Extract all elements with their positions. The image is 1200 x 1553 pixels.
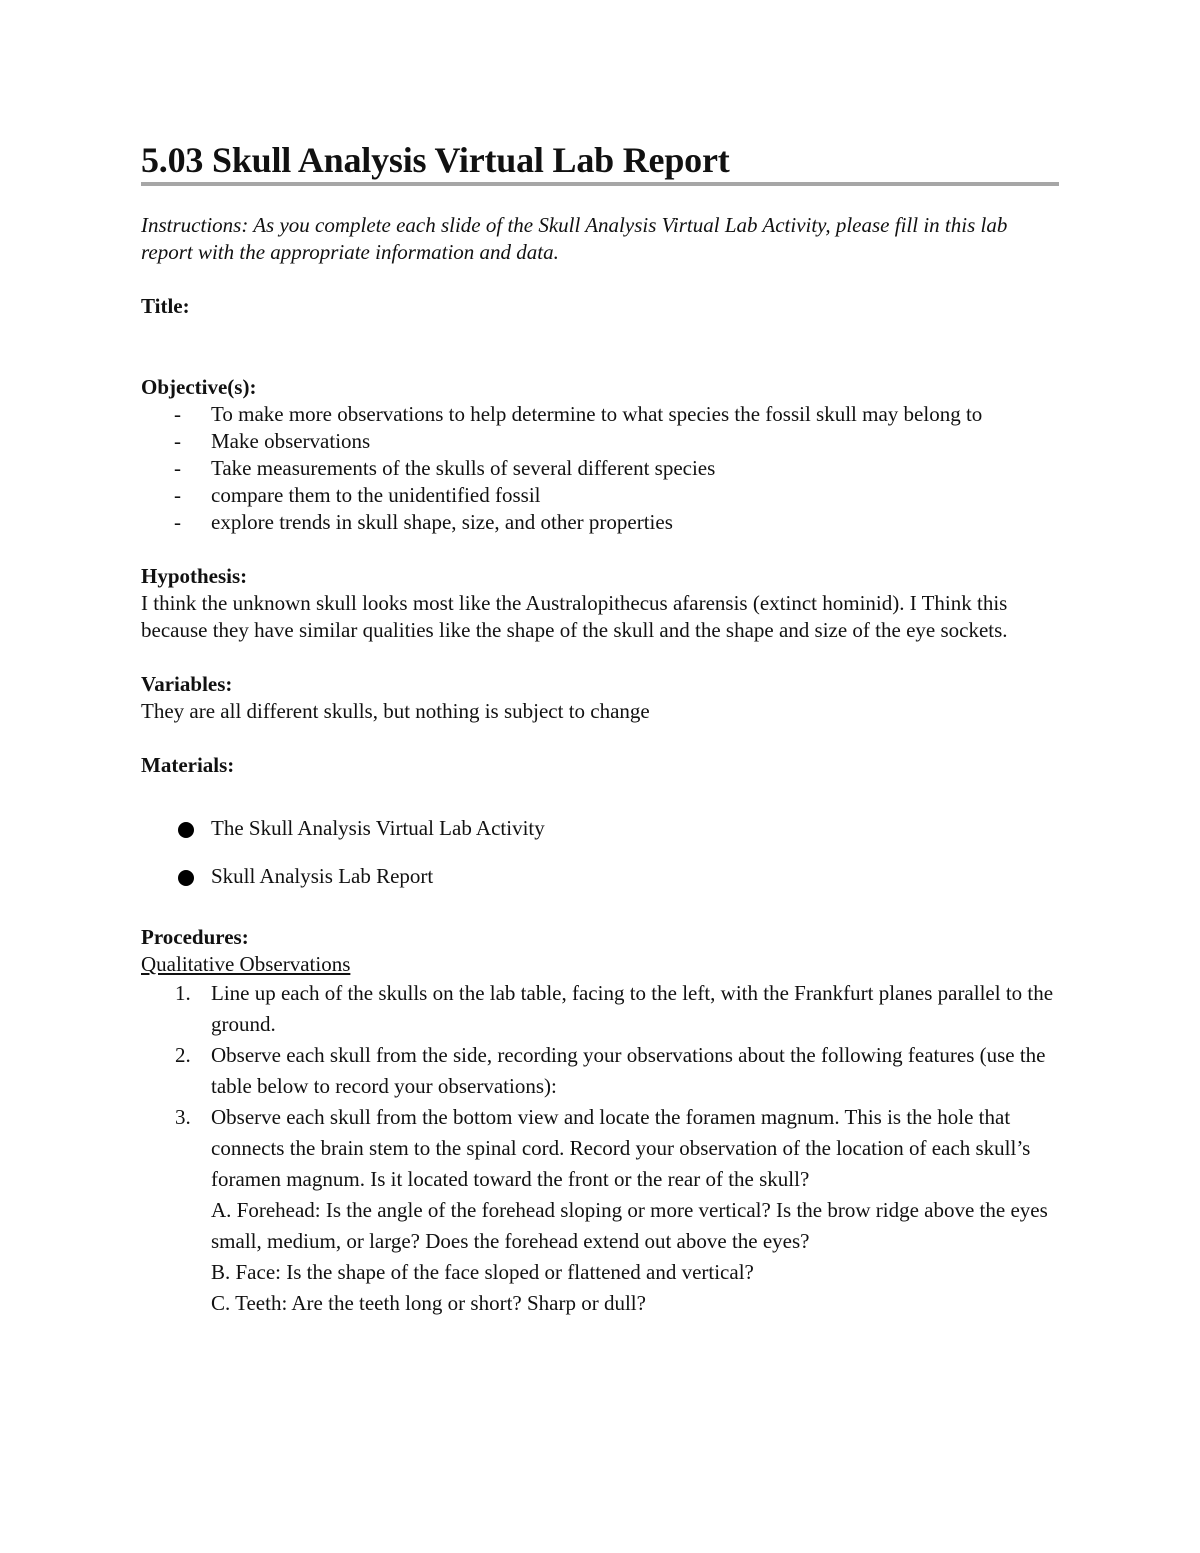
page-title: 5.03 Skull Analysis Virtual Lab Report bbox=[141, 140, 1059, 186]
list-item: 1. Line up each of the skulls on the lab table, facing to the left, with the Frankfurt planes parallel to the ground. bbox=[175, 981, 1054, 1036]
procedures-label: Procedures: bbox=[141, 925, 249, 949]
list-item: - To make more observations to help determine to what species the fossil skull may belong to bbox=[174, 402, 983, 426]
list-item: - Take measurements of the skulls of several different species bbox=[174, 456, 716, 480]
hypothesis-text: I think the unknown skull looks most like the Australopithecus afarensis (extinct hominid). I Think this because they have similar qualities like the shape of the skull and the shape and size of the eye sockets. bbox=[141, 591, 1008, 642]
document-page bbox=[141, 140, 1059, 1319]
bullet-dot-icon bbox=[178, 822, 194, 838]
list-item: Skull Analysis Lab Report bbox=[141, 863, 1059, 911]
bullet-dot-icon bbox=[178, 870, 194, 886]
objectives-list bbox=[141, 401, 1059, 536]
procedures-subheading: Qualitative Observations bbox=[141, 952, 351, 976]
variables-label: Variables: bbox=[141, 672, 233, 696]
list-item: 3. Observe each skull from the bottom view and locate the foramen magnum. This is the hole that connects the brain stem to the spinal cord. Record your observation of the location of each skull’s foramen magnum. Is it located toward the front or the rear of the skull? A. Forehead: Is the angle of the forehead sloping or more vertical? Is the brow ridge above the eyes small, medium, or large? Does the forehead extend out above the eyes? B. Face: Is the shape of the face sloped or flattened and vertical? C. Teeth: Are the teeth long or short? Sharp or dull? bbox=[141, 1102, 1059, 1319]
title-label: Title: bbox=[141, 294, 190, 318]
list-item: - explore trends in skull shape, size, and other properties bbox=[174, 510, 673, 534]
list-item: The Skull Analysis Virtual Lab Activity bbox=[141, 815, 1059, 863]
materials-list bbox=[141, 815, 1059, 911]
list-item: - compare them to the unidentified fossil bbox=[174, 483, 541, 507]
variables-text: They are all different skulls, but nothing is subject to change bbox=[141, 699, 650, 723]
list-item: 2. Observe each skull from the side, recording your observations about the following features (use the table below to record your observations): bbox=[175, 1043, 1046, 1098]
dash-bullet: - bbox=[174, 483, 181, 507]
dash-bullet: - bbox=[174, 510, 181, 534]
sub-item-teeth: C. Teeth: Are the teeth long or short? Sharp or dull? bbox=[211, 1291, 646, 1315]
dash-bullet: - bbox=[174, 429, 181, 453]
hypothesis-label: Hypothesis: bbox=[141, 564, 248, 588]
dash-bullet: - bbox=[174, 456, 181, 480]
instructions-text: Instructions: As you complete each slide of the Skull Analysis Virtual Lab Activity, please fill in this lab report with the appropriate information and data. bbox=[141, 213, 1008, 264]
dash-bullet: - bbox=[174, 402, 181, 426]
sub-item-forehead: A. Forehead: Is the angle of the forehead sloping or more vertical? Is the brow ridge above the eyes small, medium, or large? Does the forehead extend out above the eyes? bbox=[211, 1198, 1048, 1253]
procedures-steps bbox=[141, 978, 1059, 1319]
objectives-label: Objective(s): bbox=[141, 375, 257, 399]
materials-label: Materials: bbox=[141, 753, 235, 777]
sub-item-face: B. Face: Is the shape of the face sloped or flattened and vertical? bbox=[211, 1260, 754, 1284]
list-item: - Make observations bbox=[174, 429, 371, 453]
